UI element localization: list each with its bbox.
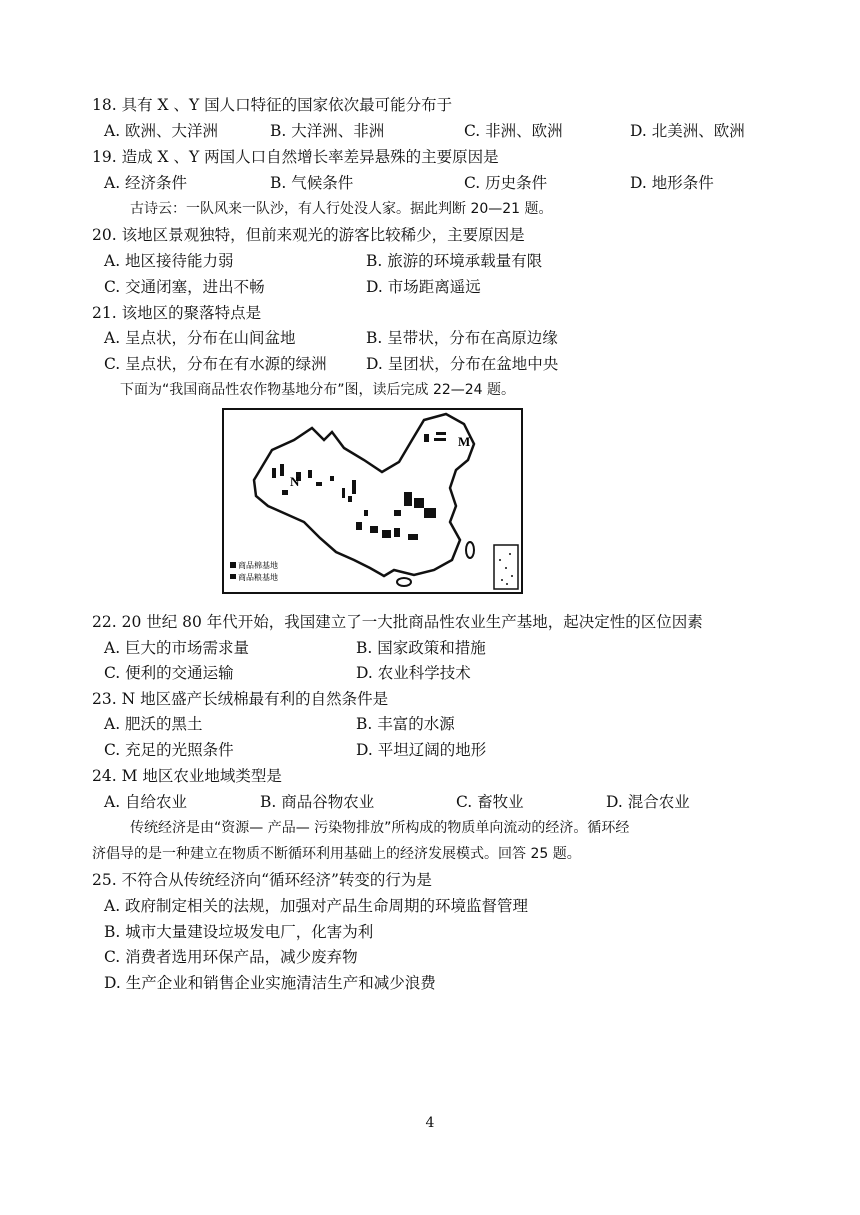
q23-option-b: B. 丰富的水源 — [356, 715, 455, 733]
q22-option-c: C. 便利的交通运输 — [104, 664, 234, 682]
q24-option-b: B. 商品谷物农业 — [260, 793, 375, 811]
q24-option-c: C. 畜牧业 — [456, 793, 524, 811]
q19-option-a: A. 经济条件 — [104, 174, 188, 192]
q21-option-b: B. 呈带状，分布在高原边缘 — [366, 329, 558, 347]
q21-option-c: C. 呈点状，分布在有水源的绿洲 — [104, 355, 327, 373]
taiwan-island — [466, 542, 474, 558]
poem-intro: 古诗云：一队风来一队沙，有人行处没人家。据此判断 20—21 题。 — [130, 201, 553, 217]
legend-cotton-symbol — [230, 562, 236, 568]
q21-stem: 21. 该地区的聚落特点是 — [92, 304, 262, 322]
legend-grain-symbol — [230, 574, 236, 579]
map-intro: 下面为“我国商品性农作物基地分布”图，读后完成 22—24 题。 — [120, 382, 516, 398]
q18-option-c: C. 非洲、欧洲 — [464, 122, 563, 140]
q19-option-b: B. 气候条件 — [270, 174, 354, 192]
econ-intro-line-2: 济倡导的是一种建立在物质不断循环利用基础上的经济发展模式。回答 25 题。 — [92, 846, 581, 862]
q22-option-d: D. 农业科学技术 — [356, 664, 471, 682]
econ-intro-line-1: 传统经济是由“资源— 产品— 污染物排放”所构成的物质单向流动的经济。循环经 — [130, 820, 630, 836]
page-number: 4 — [425, 1115, 435, 1131]
q24-option-a: A. 自给农业 — [104, 793, 188, 811]
q22-option-b: B. 国家政策和措施 — [356, 639, 486, 657]
q21-option-a: A. 呈点状，分布在山间盆地 — [104, 329, 296, 347]
q25-option-d: D. 生产企业和销售企业实施清洁生产和减少浪费 — [104, 974, 436, 992]
china-map-graphic — [224, 410, 521, 592]
q18-stem: 18. 具有 X 、Y 国人口特征的国家依次最可能分布于 — [92, 96, 453, 114]
q25-option-a: A. 政府制定相关的法规，加强对产品生命周期的环境监督管理 — [104, 897, 529, 915]
map-label-m: M — [458, 434, 471, 449]
map-legend — [230, 560, 278, 582]
q24-option-d: D. 混合农业 — [606, 793, 690, 811]
q24-stem: 24. M 地区农业地域类型是 — [92, 767, 282, 785]
q18-option-d: D. 北美洲、欧洲 — [630, 122, 745, 140]
q25-stem: 25. 不符合从传统经济向“循环经济”转变的行为是 — [92, 871, 432, 889]
q18-option-a: A. 欧洲、大洋洲 — [104, 122, 219, 140]
legend-cotton-label: 商品棉基地 — [238, 561, 278, 570]
q20-option-c: C. 交通闭塞，进出不畅 — [104, 278, 265, 296]
q25-option-c: C. 消费者选用环保产品，减少废弃物 — [104, 948, 358, 966]
q23-option-a: A. 肥沃的黑土 — [104, 715, 203, 733]
inset-islands — [499, 553, 513, 585]
q19-option-d: D. 地形条件 — [630, 174, 714, 192]
hainan-island — [397, 578, 411, 586]
q20-stem: 20. 该地区景观独特，但前来观光的游客比较稀少，主要原因是 — [92, 226, 525, 244]
q20-option-d: D. 市场距离遥远 — [366, 278, 481, 296]
map-label-n: N — [290, 474, 300, 489]
q19-option-c: C. 历史条件 — [464, 174, 548, 192]
q23-option-c: C. 充足的光照条件 — [104, 741, 234, 759]
q23-stem: 23. N 地区盛产长绒棉最有利的自然条件是 — [92, 690, 389, 708]
legend-grain-label: 商品粮基地 — [238, 573, 278, 582]
q21-option-d: D. 呈团状，分布在盆地中央 — [366, 355, 559, 373]
q23-option-d: D. 平坦辽阔的地形 — [356, 741, 487, 759]
q22-option-a: A. 巨大的市场需求量 — [104, 639, 250, 657]
q22-stem: 22. 20 世纪 80 年代开始，我国建立了一大批商品性农业生产基地，起决定性的区位因素 — [92, 613, 703, 631]
q20-option-a: A. 地区接待能力弱 — [104, 252, 234, 270]
q25-option-b: B. 城市大量建设垃圾发电厂，化害为利 — [104, 923, 374, 941]
q19-stem: 19. 造成 X 、Y 两国人口自然增长率差异悬殊的主要原因是 — [92, 148, 499, 166]
china-agriculture-base-map — [222, 408, 523, 594]
q20-option-b: B. 旅游的环境承载量有限 — [366, 252, 543, 270]
q18-option-b: B. 大洋洲、非洲 — [270, 122, 385, 140]
